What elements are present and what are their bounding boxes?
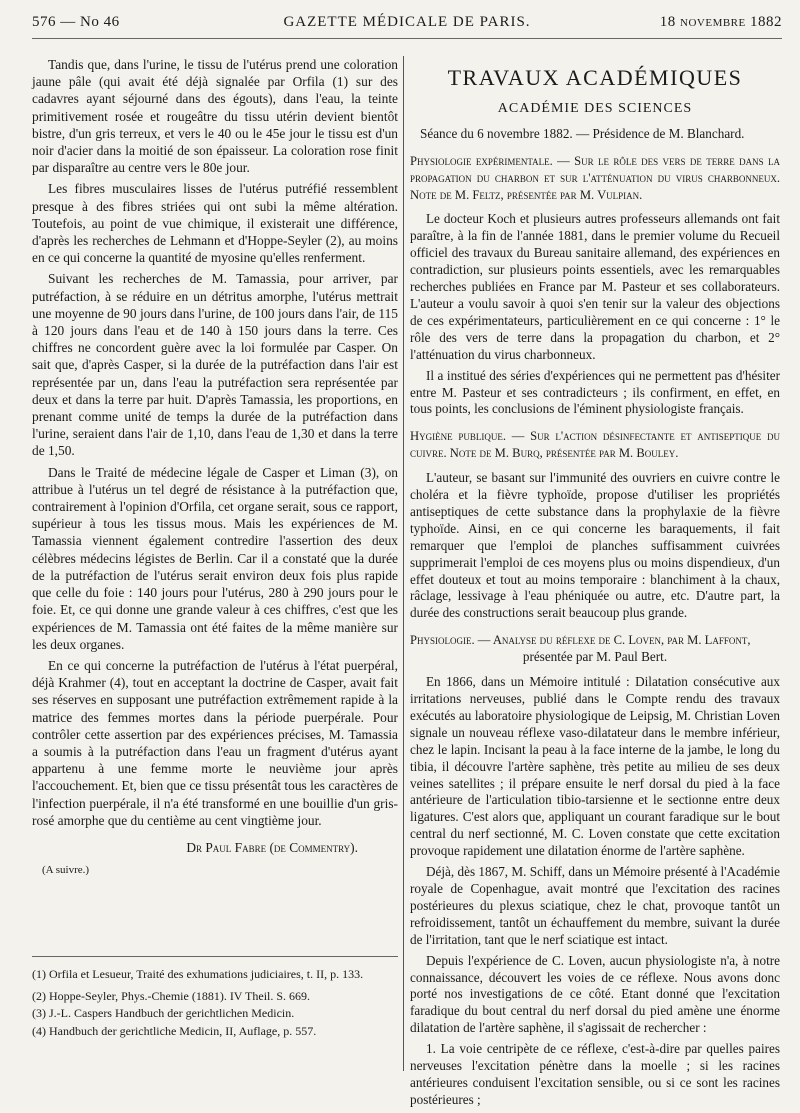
item-heading: Physiologie expérimentale. — Sur le rôle des vers de terre dans la propagation du charbon et sur l'atténuation du virus charbonneux. Note de M. Feltz, présentée par M. Vulpian.	[410, 153, 780, 202]
column-divider	[403, 56, 404, 1071]
left-column	[32, 56, 398, 883]
page-header	[32, 14, 782, 40]
paragraph: Tandis que, dans l'urine, le tissu de l'utérus prend une coloration jaune pâle (qui avait été déjà signalée par Orfila (1) sur des cadavres ayant séjourné dans des égouts), dans l'eau, la teinte primitivement rosée et rougeâtre du tissu utérin devient bientôt bistre, d'un gris terreux, et vers le 40 ou le 45e jour le tissu est d'un noir d'acier dans la moitié de son épaisseur. La coloration rose finit par disparaître au centre vers le 80e jour.	[32, 57, 398, 176]
to-be-continued: (A suivre.)	[42, 864, 90, 877]
paragraph: En 1866, dans un Mémoire intitulé : Dilatation consécutive aux irritations nerveuses, publié dans le Compte rendu des travaux exécutés au laboratoire physiologique de Leipsig, M. Christian Loven signale un nouveau réflexe vaso-dilatateur dans le membre inférieur, chez le lapin. Incisant la peau à la face interne de la jambe, le long du tibia, il découvre l'artère saphène, très petite au milieu de ses deux veines satellites ; il prépare ensuite le nerf dorsal du pied à la face antérieure de l'articulation tibio-tarsienne et le sectionne entre deux ligatures. C'est alors que, appliquant un courant faradique sur le bout central du nerf sectionné, M. C. Loven constate que cette excitation provoque rapidement une dilatation énorme de l'artère saphène.	[410, 674, 780, 859]
paragraph: Les fibres musculaires lisses de l'utérus putréfié ressemblent presque à des fibres striées qui ont subi la même altération. Toutefois, au point de vue chimique, il existerait une différence, d'après les recherches de Lehmann et d'Hoppe-Seyler (2), au moins en ce qui concerne la quantité de myosine qu'elles renferment.	[32, 181, 398, 266]
paragraph: En ce qui concerne la putréfaction de l'utérus à l'état puerpéral, déjà Krahmer (4), tout en acceptant la doctrine de Casper, avait fait ses réserves en supposant une putréfaction extrêmement rapide à la matrice des femmes mortes dans la période puerpérale. Pour contrôler cette assertion par des expériences précises, M. Tamassia a soumis à la putréfaction dans l'eau un fragment d'utérus ayant appartenu à une femme morte le neuvième jour après l'accouchement. Et, bien que ce tissu présentât tous les caractères de l'infection puerpérale, il n'a été transformé en une bouillie d'un gris-rosé amorphe que du centième au cent vingtième jour.	[32, 657, 398, 828]
item-heading: Physiologie. — Analyse du réflexe de C. Loven, par M. Laffont,	[410, 633, 751, 648]
footnotes	[32, 966, 398, 1040]
paragraph: Dans le Traité de médecine légale de Casper et Liman (3), on attribue à l'utérus un tel degré de résistance à la putréfaction que, contrairement à l'opinion d'Orfila, cet organe serait, sous ce rapport, supérieur à tous les tissus mous. Mais les expériences de M. Tamassia viennent également contredire l'assertion des deux célèbres médecins légistes de Berlin. Car il a constaté que la durée de la putréfaction de l'utérus serait environ deux fois plus rapide que celle du foie : 140 jours pour l'utérus, 280 à 290 jours pour le foie. Et, ce qui donne une grande valeur à ces chiffres, c'est que les expériences de M. Tamassia ont été faites de la même manière sur les deux organes.	[32, 464, 398, 652]
footnote: (1) Orfila et Lesueur, Traité des exhumations judiciaires, t. II, p. 133.	[32, 967, 364, 981]
item-heading: Hygiène publique. — Sur l'action désinfectante et antiseptique du cuivre. Note de M. Burq, présentée par M. Bouley.	[410, 429, 780, 461]
paragraph: L'auteur, se basant sur l'immunité des ouvriers en cuivre contre le choléra et la fièvre typhoïde, propose d'utiliser les propriétés antiseptiques de cette substance dans la prophylaxie de la fièvre typhoïde. Ainsi, en ce qui concerne les baraquements, il fait remarquer que l'emploi de planches suffisamment cuivrées supprimerait l'emploi de ces moyens plus ou moins dispendieux, d'un effet douteux et tout au moins temporaire : blanchiment à la chaux, râclage, lessivage à l'eau phéniquée ou autre, etc. D'autre part, la durée des constructions serait beaucoup plus grande.	[410, 470, 780, 621]
paragraph: Le docteur Koch et plusieurs autres professeurs allemands ont fait paraître, à la fin de l'année 1881, dans le premier volume du Recueil officiel des travaux du Bureau sanitaire allemand, des expériences en contradiction, sur plusieurs points essentiels, avec les remarquables recherches publiées en France par M. Pasteur et ses collaborateurs. L'auteur a voulu savoir à quoi s'en tenir sur la valeur des objections de ces expérimentateurs, particulièrement en ce qui concerne : 1° le rôle des vers de terre dans la propagation du charbon, et 2° l'atténuation du virus charbonneux.	[410, 211, 780, 362]
paragraph: Déjà, dès 1867, M. Schiff, dans un Mémoire présenté à l'Académie royale de Copenhague, avait montré que l'excitation des racines postérieures du plexus sciatique, chez le chat, provoque tantôt un refroidissement, tantôt un échauffement du membre, suivant la durée de l'irritation, tant que le nerf sciatique est intact.	[410, 864, 780, 947]
header-rule	[32, 38, 782, 39]
publication-title: GAZETTE MÉDICALE DE PARIS.	[283, 14, 531, 30]
paragraph: Il a institué des séries d'expériences qui ne permettent pas d'hésiter entre M. Pasteur et ses contradicteurs ; ils confirment, en effet, en tous points, les conclusions de l'éminent physiologiste français.	[410, 367, 780, 417]
academy-heading: ACADÉMIE DES SCIENCES	[497, 100, 693, 116]
right-column	[410, 66, 780, 1113]
issue-date: 18 novembre 1882	[659, 14, 782, 30]
section-title: TRAVAUX ACADÉMIQUES	[447, 65, 743, 90]
paragraph: Suivant les recherches de M. Tamassia, pour arriver, par putréfaction, à se réduire en un détritus amorphe, l'utérus mettrait une moyenne de 90 jours dans l'urine, de 100 jours dans l'air, de 115 à 120 jours dans l'eau et de 140 à 150 jours dans la terre. Ces chiffres ne concordent guère avec la loi formulée par Casper. On sait que, d'après Casper, si la durée de la putréfaction dans l'air est représentée par un, dans l'eau la putréfaction sera représentée par deux et dans la terre par huit. D'après Tamassia, les proportions, en prenant comme unité de temps la durée de la putréfaction dans l'urine, seraient dans l'air de 1,10, dans l'eau de 1,30 et dans la terre de 1,50.	[32, 271, 398, 459]
author-signature: Dr Paul Fabre (de Commentry).	[186, 839, 358, 855]
footnote: (4) Handbuch der gerichtliche Medicin, II, Auflage, p. 557.	[32, 1023, 317, 1038]
paragraph: Depuis l'expérience de C. Loven, aucun physiologiste n'a, à notre connaissance, découvert les voies de ce réflexe. Nous avons donc porté nos investigations de ce côté. Etant donné que l'excitation faradique du bout central du nerf dorsal du pied amène une énorme dilatation de l'artère saphène, il s'agissait de rechercher :	[410, 952, 780, 1036]
footnote-rule	[32, 956, 398, 957]
footnote: (3) J.-L. Caspers Handbuch der gerichtlichen Medicin.	[32, 1006, 295, 1020]
footnote: (2) Hoppe-Seyler, Phys.-Chemie (1881). IV Theil. S. 669.	[32, 988, 311, 1003]
item-heading-presenter: présentée par M. Paul Bert.	[522, 649, 668, 665]
session-line: Séance du 6 novembre 1882. — Présidence de M. Blanchard.	[420, 125, 745, 141]
page-number: 576 — No 46	[32, 14, 120, 30]
paragraph: 1. La voie centripète de ce réflexe, c'est-à-dire par quelles paires nerveuses l'excitation pénètre dans la moelle ; si les racines antérieures conduisent l'excitation sensible, ou si ce sont les racines postérieures ;	[410, 1041, 780, 1107]
